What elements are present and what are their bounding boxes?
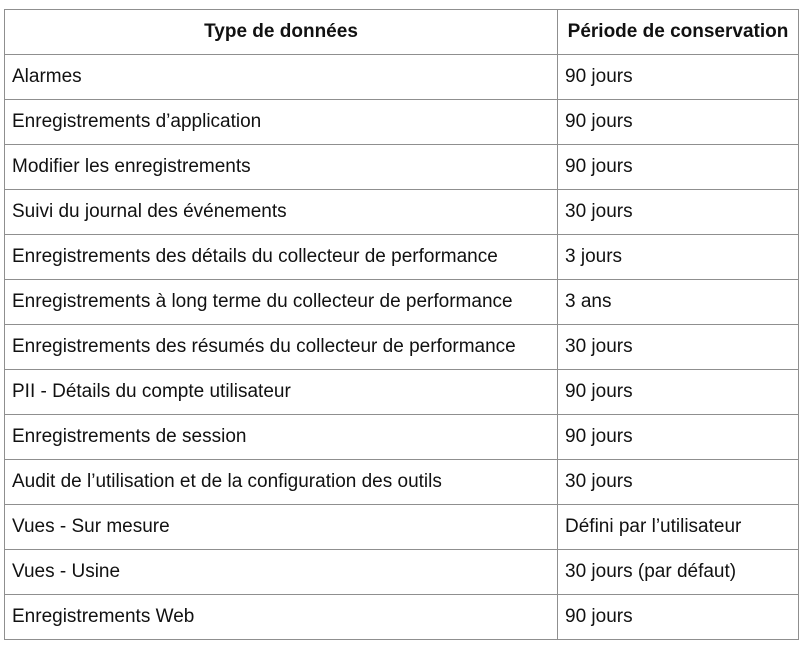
table-row <box>5 190 799 235</box>
data-type-cell: Vues - Sur mesure <box>5 505 558 550</box>
table-row <box>5 595 799 640</box>
retention-period-cell: 3 ans <box>558 280 799 325</box>
table-row <box>5 55 799 100</box>
retention-period-cell: 30 jours <box>558 325 799 370</box>
data-type-cell: Modifier les enregistrements <box>5 145 558 190</box>
table-row <box>5 550 799 595</box>
retention-period-cell: Défini par l’utilisateur <box>558 505 799 550</box>
data-type-cell: Vues - Usine <box>5 550 558 595</box>
retention-period-cell: 90 jours <box>558 100 799 145</box>
table-row <box>5 370 799 415</box>
retention-period-cell: 30 jours <box>558 190 799 235</box>
header-retention-period: Période de conservation <box>558 10 799 55</box>
table-row <box>5 235 799 280</box>
header-data-type: Type de données <box>5 10 558 55</box>
retention-period-cell: 3 jours <box>558 235 799 280</box>
retention-period-cell: 90 jours <box>558 415 799 460</box>
data-type-cell: Alarmes <box>5 55 558 100</box>
data-type-cell: Enregistrements d’application <box>5 100 558 145</box>
table-row <box>5 415 799 460</box>
table-row <box>5 100 799 145</box>
table-row <box>5 145 799 190</box>
table-row <box>5 280 799 325</box>
data-type-cell: Enregistrements de session <box>5 415 558 460</box>
data-type-cell: Enregistrements à long terme du collecteur de performance <box>5 280 558 325</box>
data-type-cell: Audit de l’utilisation et de la configuration des outils <box>5 460 558 505</box>
table-row <box>5 460 799 505</box>
header-row <box>5 10 799 55</box>
data-type-cell: Enregistrements Web <box>5 595 558 640</box>
data-type-cell: PII - Détails du compte utilisateur <box>5 370 558 415</box>
retention-table <box>4 9 799 640</box>
data-type-cell: Enregistrements des résumés du collecteur de performance <box>5 325 558 370</box>
retention-period-cell: 90 jours <box>558 595 799 640</box>
data-type-cell: Enregistrements des détails du collecteur de performance <box>5 235 558 280</box>
retention-period-cell: 30 jours (par défaut) <box>558 550 799 595</box>
retention-period-cell: 90 jours <box>558 55 799 100</box>
retention-period-cell: 90 jours <box>558 145 799 190</box>
table-row <box>5 505 799 550</box>
table-row <box>5 325 799 370</box>
data-type-cell: Suivi du journal des événements <box>5 190 558 235</box>
retention-period-cell: 90 jours <box>558 370 799 415</box>
retention-period-cell: 30 jours <box>558 460 799 505</box>
